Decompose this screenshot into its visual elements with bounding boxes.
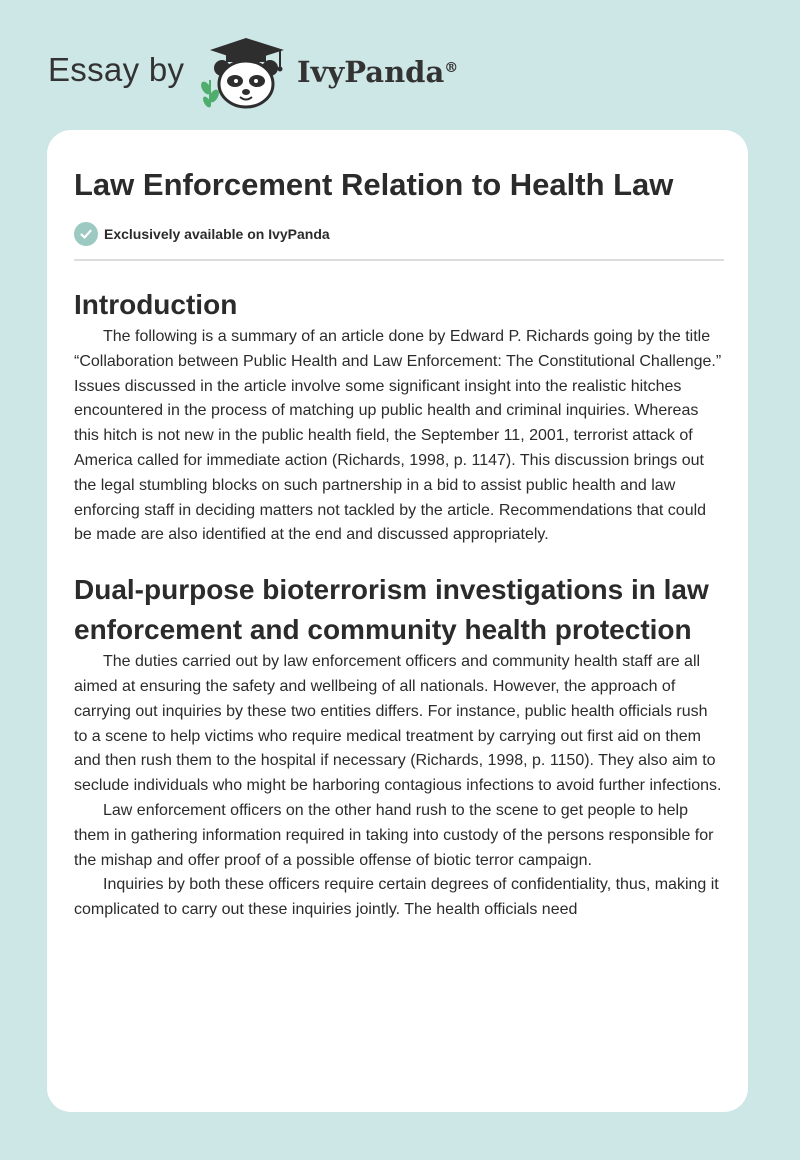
section-heading-introduction: Introduction: [74, 289, 238, 320]
brand-name-text: IvyPanda: [297, 55, 445, 89]
paragraph: Inquiries by both these officers require certain degrees of confidentiality, thus, making it complicated to carry out these inquiries jointly. The health officials need: [74, 876, 719, 919]
article-content: [74, 130, 724, 923]
article-card: [47, 130, 748, 1112]
brand-prefix: Essay by: [48, 51, 185, 88]
title-divider: [74, 259, 724, 261]
paragraph: Law enforcement officers on the other hand rush to the scene to get people to help them in gathering information required in taking into custody of the persons responsible for the mishap and offer proof of a possible offense of biotic terror campaign.: [74, 801, 714, 869]
exclusive-badge: [74, 221, 724, 247]
site-header: [0, 0, 800, 120]
section-heading-dual-purpose: Dual-purpose bioterrorism investigations in law enforcement and community health protection: [74, 574, 709, 646]
check-circle-icon: [74, 222, 98, 246]
paragraph: The following is a summary of an article done by Edward P. Richards going by the title “Collaboration between Public Health and Law Enforcement: The Constitutional Challenge.” Issues discussed in the article involve some significant insight into the realistic hitches encountered in the process of matching up public health and criminal inquiries. Whereas this hitch is not new in the public health field, the September 11, 2001, terrorist attack of America called for immediate action (Richards, 1998, p. 1147). This discussion brings out the legal stumbling blocks on such partnership in a bid to assist public health and law enforcing staff in deciding matters not tackled by the article. Recommendations that could be made are also identified at the end and discussed appropriately.: [74, 328, 722, 544]
brand-name[interactable]: [297, 54, 458, 90]
article-title: Law Enforcement Relation to Health Law: [74, 167, 674, 202]
paragraph: The duties carried out by law enforcement officers and community health staff are all aimed at ensuring the safety and wellbeing of all nationals. However, the approach of carrying out inquiries by these two entities differs. For instance, public health officials rush to a scene to help victims who require medical treatment by carrying out first aid on them and then rush them to the hospital if necessary (Richards, 1998, p. 1150). They also aim to seclude individuals who might be harboring contagious infections to avoid further infections.: [74, 653, 722, 795]
badge-label: Exclusively available on IvyPanda: [104, 226, 330, 242]
panda-graduate-icon[interactable]: [200, 36, 292, 110]
registered-mark: ®: [444, 60, 459, 76]
